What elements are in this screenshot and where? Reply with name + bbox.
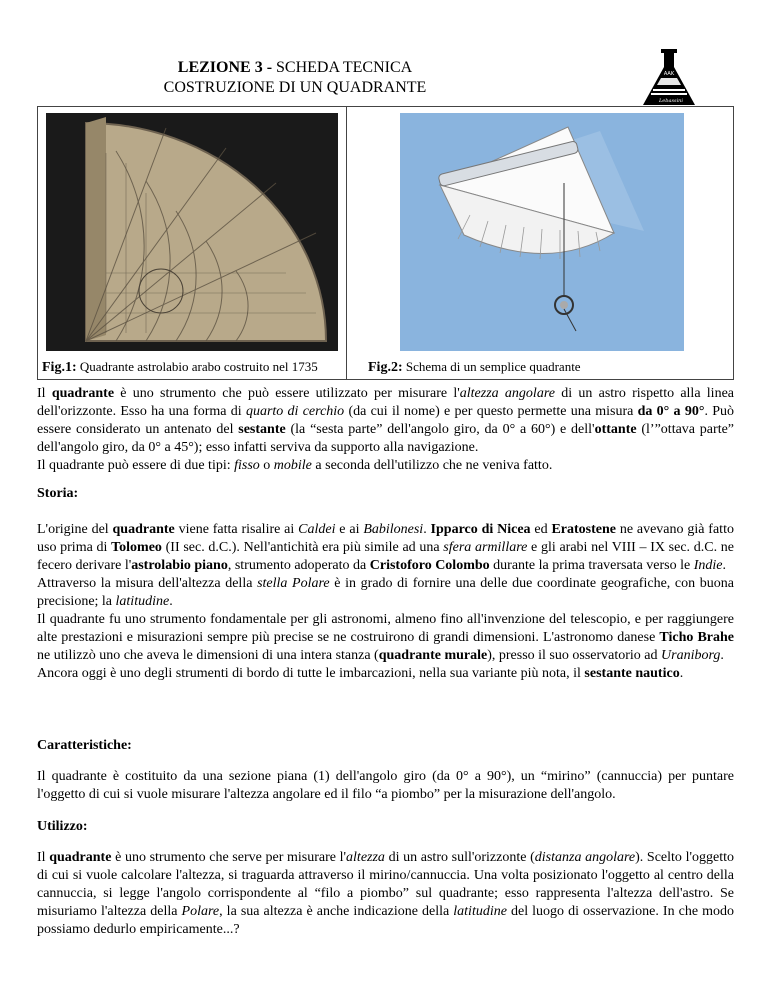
lesson-subtitle: COSTRUZIONE DI UN QUADRANTE xyxy=(163,79,427,96)
utilizzo-paragraph: Il quadrante è uno strumento che serve per misurare l'altezza di un astro sull'orizzonte (distanza angolare). Scelto l'oggetto di cui si vuole calcolare l'altezza, si traguarda attraverso il mirino/cannuccia. Una volta posizionato l'oggetto al centro della cannuccia, si legge l'angolo corrispondente al “filo a piombo” sul quadrante; esso rappresenta l'altezza dell'astro. Se misuriamo l'altezza della Polare, la sua altezza è anche indicazione della latitudine del luogo di osservazione. In che modo possiamo dedurlo empiricamente...? xyxy=(37,850,735,937)
lesson-title: LEZIONE 3 - SCHEDA TECNICA xyxy=(177,59,413,76)
storia-paragraph: L'origine del quadrante viene fatta risalire ai Caldei e ai Babilonesi. Ipparco di Nicea ed Eratostene ne avevano già fatto uso prima di Tolomeo (II sec. d.C.). Nell'antichità era più simile ad una sfera armillare e gli arabi nel VIII – IX sec. d.C. ne fecero derivare l'astrolabio piano, strumento adoperato da Cristoforo Colombo durante la prima traversata verso le Indie. Attraverso la misura dell'altezza della stella Polare è in grado di fornire una delle due coordinate geografiche, con buona precisione; la latitudine. Il quadrante fu uno strumento fondamentale per gli astronomi, almeno fino all'invenzione del telescopio, e per raggiungere alte prestazioni e misurazioni sempre più precise se ne costruirono di grandi dimensioni. L'astronomo danese Ticho Brahe ne utilizzò uno che aveva le dimensioni di una intera stanza (quadrante murale), presso il suo osservatorio ad Uraniborg. Ancora oggi è uno degli strumenti di bordo di tutte le imbarcazioni, nella sua variante più nota, il sestante nautico. xyxy=(37,522,734,681)
simple-quadrant-diagram xyxy=(400,113,684,351)
flask-logo xyxy=(637,45,701,109)
logo-text-top: AAK xyxy=(663,71,675,77)
storia-heading: Storia: xyxy=(37,486,79,501)
figure-1-caption: Fig.1: Quadrante astrolabio arabo costruito nel 1735 xyxy=(42,359,318,375)
utilizzo-heading: Utilizzo: xyxy=(37,819,88,834)
figure-2-caption: Fig.2: Schema di un semplice quadrante xyxy=(368,359,581,375)
caratteristiche-heading: Caratteristiche: xyxy=(37,738,132,753)
caratteristiche-paragraph: Il quadrante è costituito da una sezione piana (1) dell'angolo giro (da 0° a 90°), un “mirino” (cannuccia) per puntare l'oggetto di cui si vuole misurare l'altezza angolare ed il filo “a piombo” per la misurazione dell'angolo. xyxy=(37,769,734,802)
figures-divider xyxy=(346,106,347,380)
logo-text-bottom: Lebassini xyxy=(658,98,684,104)
arabic-quadrant-photo xyxy=(46,113,338,351)
title-block xyxy=(95,58,495,98)
intro-paragraph: Il quadrante è uno strumento che può essere utilizzato per misurare l'altezza angolare di un astro rispetto alla linea dell'orizzonte. Esso ha una forma di quarto di cerchio (da cui il nome) e per questo permette una misura da 0° a 90°. Può essere considerato un antenato del sestante (la “sesta parte” dell'angolo giro, da 0° a 60°) e dell'ottante (l’”ottava parte” dell'angolo giro, da 0° a 45°); esso infatti serviva da supporto alla navigazione. Il quadrante può essere di due tipi: fisso o mobile a seconda dell'utilizzo che ne veniva fatto. xyxy=(37,386,735,473)
